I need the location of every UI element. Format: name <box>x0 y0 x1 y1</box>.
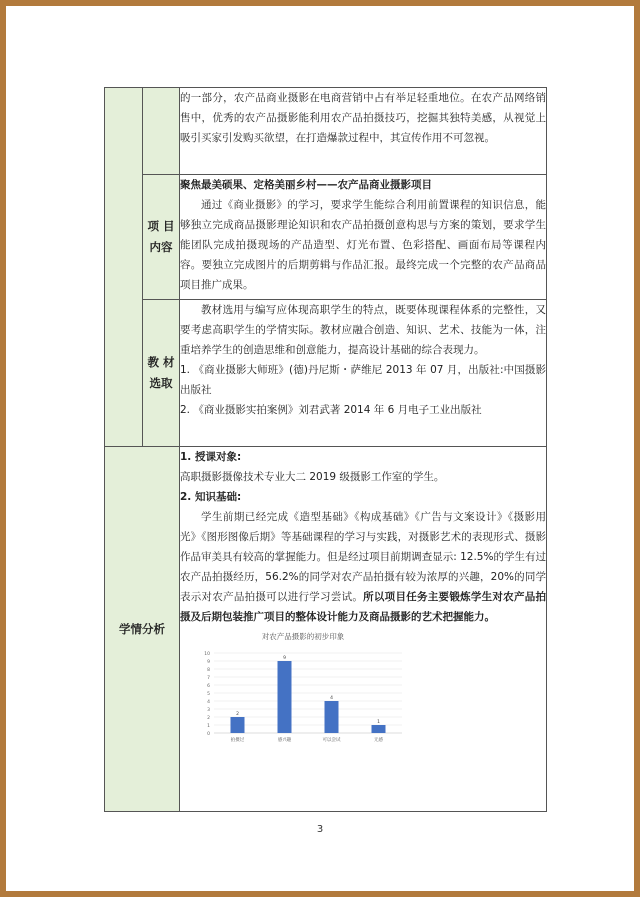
analysis-heading-1: 1. 授课对象: <box>180 451 242 463</box>
y-tick-label: 4 <box>207 700 210 705</box>
intro-text: 的一部分，农产品商业摄影在电商营销中占有举足轻重地位。在农产品网络销售中，优秀的农产品摄影能利用农产品拍摄技巧，挖掘其独特美感，从视觉上吸引买家引发购买欲望，在打造爆款过程中，其宣传作用不可忽视。 <box>180 92 546 144</box>
y-tick-label: 3 <box>207 708 210 713</box>
y-tick-label: 9 <box>207 660 210 665</box>
materials-cell <box>180 300 547 447</box>
analysis-label: 学情分析 <box>105 447 180 812</box>
subsection-label-empty <box>143 88 180 175</box>
data-label: 9 <box>283 656 286 661</box>
document-page <box>6 6 634 891</box>
intro-cell <box>180 88 547 175</box>
materials-body: 教材选用与编写应体现高职学生的特点，既要体现课程体系的完整性，又要考虑高职学生的学情实际。教材应融合创造、知识、艺术、技能为一体，注重培养学生的创造思维和创意能力，提高设计基础的综合表现力。 <box>180 304 546 356</box>
project-body: 通过《商业摄影》的学习，要求学生能综合利用前置课程的知识信息，能够独立完成商品摄影理论知识和农产品拍摄创意构思与方案的策划，要求学生能团队完成拍摄现场的产品造型、灯光布置、色彩搭配、画面布局等课程内容。要独立完成图片的后期剪辑与作品汇报。最终完成一个完整的农产品商品项目推广成果。 <box>180 199 546 291</box>
data-label: 2 <box>236 712 239 717</box>
data-label: 1 <box>377 720 380 725</box>
analysis-cell <box>180 447 547 812</box>
project-title: 聚焦最美硕果、定格美丽乡村——农产品商业摄影项目 <box>180 179 432 191</box>
x-tick-label: 无感 <box>374 738 383 743</box>
y-tick-label: 10 <box>204 652 210 657</box>
y-tick-label: 2 <box>207 716 210 721</box>
materials-label: 教 材 选取 <box>143 300 180 447</box>
lesson-plan-table <box>104 87 547 812</box>
y-tick-label: 1 <box>207 724 210 729</box>
y-tick-label: 8 <box>207 668 210 673</box>
x-tick-label: 可以尝试 <box>322 738 341 743</box>
bar-3 <box>372 725 386 733</box>
y-tick-label: 0 <box>207 732 210 737</box>
bar-2 <box>325 701 339 733</box>
x-tick-label: 感兴趣 <box>277 738 292 743</box>
analysis-text-1: 高职摄影摄像技术专业大二 2019 级摄影工作室的学生。 <box>180 471 445 483</box>
analysis-text-2: 学生前期已经完成《造型基础》《构成基础》《广告与文案设计》《摄影用光》《图形图像后期》等基础课程的学习与实践，对摄影艺术的表现形式、摄影作品审美具有较高的掌握能力。但是经过项目前期调查显示: 12.5%的学生有过农产品拍摄经历，56.2%的同学对农产品拍摄有较为浓厚的兴趣，20%的同学表示对农产品拍摄可以进行学习尝试。所以项目任务主要锻炼学生对农产品拍摄及后期包装推广项目的整体设计能力及商品摄影的艺术把握能力。 <box>180 511 547 623</box>
data-label: 4 <box>330 696 333 701</box>
page-number: 3 <box>316 824 324 835</box>
y-tick-label: 6 <box>207 684 210 689</box>
impression-bar-chart <box>198 631 408 747</box>
project-content-cell <box>180 175 547 300</box>
y-tick-label: 7 <box>207 676 210 681</box>
section-label-empty <box>105 88 143 447</box>
project-content-label: 项 目 内容 <box>143 175 180 300</box>
x-tick-label: 拍摄过 <box>230 738 245 743</box>
reference-2: 2. 《商业摄影实拍案例》刘君武著 2014 年 6 月电子工业出版社 <box>180 404 482 416</box>
reference-1: 1. 《商业摄影大师班》(德)丹尼斯・萨维尼 2013 年 07 月，出版社:中国摄影出版社 <box>180 364 546 396</box>
chart-title: 对农产品摄影的初步印象 <box>261 632 345 641</box>
bar-1 <box>278 661 292 733</box>
analysis-heading-2: 2. 知识基础: <box>180 491 242 503</box>
y-tick-label: 5 <box>207 692 210 697</box>
bar-0 <box>231 717 245 733</box>
